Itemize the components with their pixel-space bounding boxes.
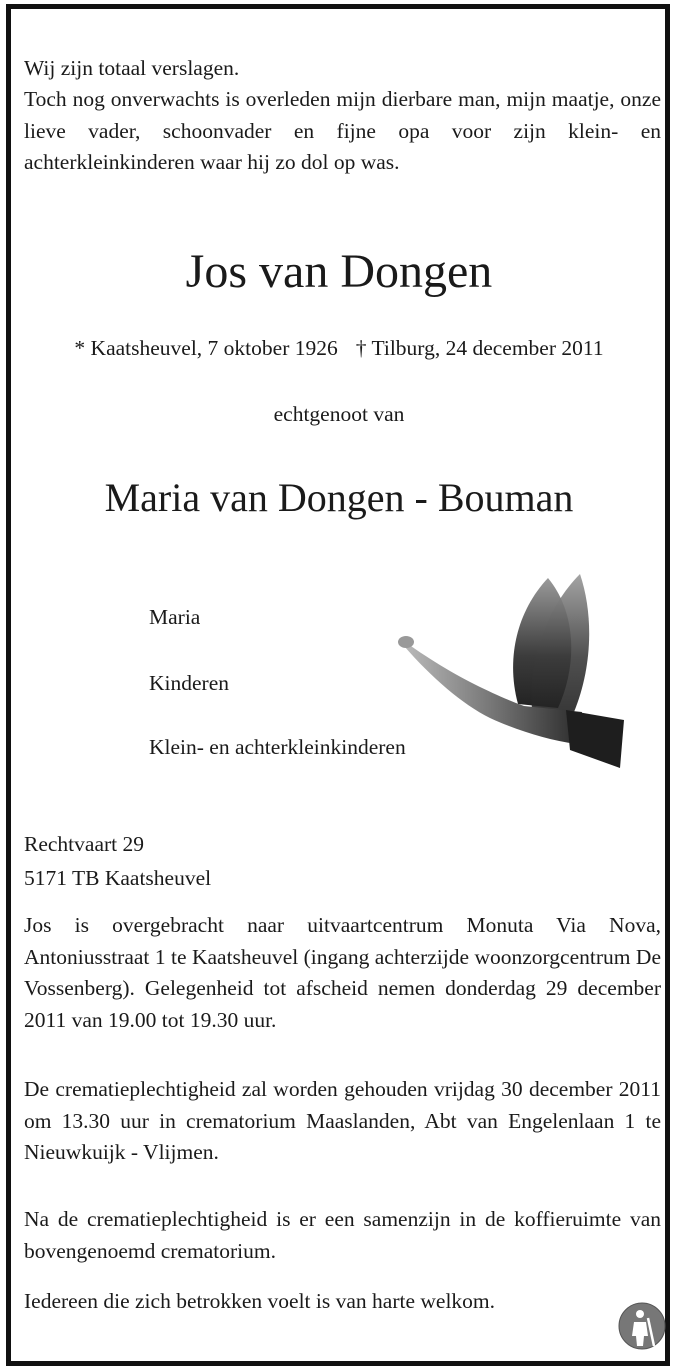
paragraph-cremation: De crematieplechtigheid zal worden gehouden vrijdag 30 december 2011 om 13.30 uur in crematorium Maaslanden, Abt van Engelenlaan 1 te Nieuwkuijk - Vlijmen. <box>24 1077 661 1164</box>
intro-text: Toch nog onverwachts is overleden mijn dierbare man, mijn maatje, onze lieve vader, schoonvader en fijne opa voor zijn klein- en achterkleinkinderen waar hij zo dol op was. <box>24 87 661 174</box>
signatory: Klein- en achterkleinkinderen <box>149 735 406 759</box>
memorial-logo-icon <box>618 1302 666 1350</box>
address-street: Rechtvaart 29 <box>24 832 144 856</box>
signatory: Maria <box>149 605 201 629</box>
spouse-name: Maria van Dongen - Bouman <box>104 475 574 520</box>
death-date: † Tilburg, 24 december 2011 <box>355 336 604 360</box>
deceased-name: Jos van Dongen <box>185 245 493 298</box>
signatory: Kinderen <box>149 671 229 695</box>
paragraph-gathering: Na de crematieplechtigheid is er een samenzijn in de koffieruimte van bovengenoemd crematorium. <box>24 1207 661 1263</box>
paragraph-welcome: Iedereen die zich betrokken voelt is van harte welkom. <box>24 1289 496 1313</box>
address-city: 5171 TB Kaatsheuvel <box>24 866 212 890</box>
paragraph-viewing: Jos is overgebracht naar uitvaartcentrum Monuta Via Nova, Antoniusstraat 1 te Kaatsheuvel (ingang achterzijde woonzorgcentrum De Vossenberg). Gelegenheid tot afscheid nemen donderdag 29 december 2011 van 19.00 tot 19.30 uur. <box>24 913 661 1032</box>
life-dates <box>0 333 678 363</box>
intro-line: Wij zijn totaal verslagen. <box>24 56 240 80</box>
birth-date: * Kaatsheuvel, 7 oktober 1926 <box>74 336 338 360</box>
spouse-label: echtgenoot van <box>273 402 405 426</box>
dove-image <box>398 572 630 778</box>
